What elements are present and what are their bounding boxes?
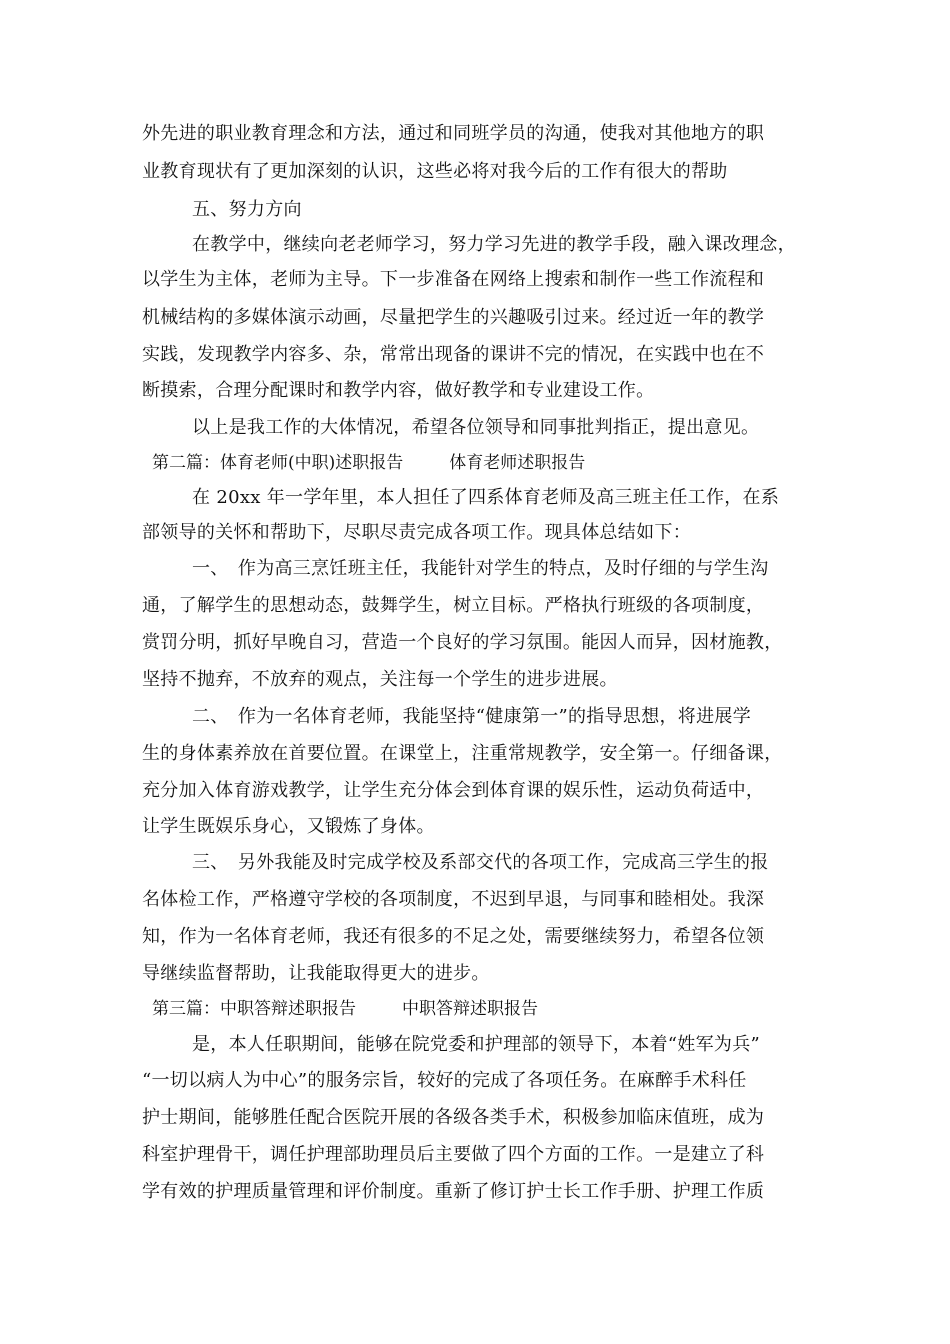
section-title-2-right: 体育老师述职报告 [449, 453, 586, 473]
body-text-line: 在 20xx 年一学年里，本人担任了四系体育老师及高三班主任工作，在系 [192, 487, 780, 508]
body-text-line: “一切以病人为中心”的服务宗旨，较好的完成了各项任务。在麻醉手术科任 [142, 1070, 747, 1091]
body-text-line: 学有效的护理质量管理和评价制度。重新了修订护士长工作手册、护理工作质 [142, 1181, 765, 1202]
body-text-line: 实践，发现教学内容多、杂，常常出现备的课讲不完的情况，在实践中也在不 [142, 344, 765, 365]
body-text-line: 以学生为主体，老师为主导。下一步准备在网络上搜索和制作一些工作流程和 [142, 269, 765, 290]
body-text-line: 二、 作为一名体育老师，我能坚持“健康第一”的指导思想，将进展学 [192, 706, 752, 727]
body-text-line: 名体检工作，严格遵守学校的各项制度，不迟到早退，与同事和睦相处。我深 [142, 889, 765, 910]
body-text-line: 断摸索，合理分配课时和教学内容，做好教学和专业建设工作。 [142, 380, 655, 401]
body-text-line: 外先进的职业教育理念和方法，通过和同班学员的沟通，使我对其他地方的职 [142, 123, 765, 144]
body-text-line: 一、 作为高三烹饪班主任，我能针对学生的特点，及时仔细的与学生沟 [192, 558, 769, 579]
body-text-line: 以上是我工作的大体情况，希望各位领导和同事批判指正，提出意见。 [192, 417, 760, 438]
section-title-2-left: 第二篇：体育老师(中职)述职报告 [152, 453, 404, 473]
body-text-line: 让学生既娱乐身心，又锻炼了身体。 [142, 816, 435, 837]
body-text-line: 知，作为一名体育老师，我还有很多的不足之处，需要继续努力，希望各位领 [142, 926, 765, 947]
body-text-line: 生的身体素养放在首要位置。在课堂上，注重常规教学，安全第一。仔细备课， [142, 743, 783, 764]
body-text-line: 业教育现状有了更加深刻的认识，这些必将对我今后的工作有很大的帮助 [142, 161, 728, 182]
body-text-line: 导继续监督帮助，让我能取得更大的进步。 [142, 963, 490, 984]
body-text-line: 部领导的关怀和帮助下，尽职尽责完成各项工作。现具体总结如下： [142, 522, 691, 543]
body-text-line: 在教学中，继续向老老师学习，努力学习先进的教学手段，融入课改理念， [192, 234, 796, 255]
section-title-3-left: 第三篇：中职答辩述职报告 [152, 999, 356, 1019]
section-title-3-right: 中职答辩述职报告 [402, 999, 538, 1019]
body-text-line: 坚持不抛弃，不放弃的观点，关注每一个学生的进步进展。 [142, 669, 618, 690]
body-text-line: 是，本人任职期间，能够在院党委和护理部的领导下，本着“姓军为兵” [192, 1034, 761, 1055]
body-text-line: 科室护理骨干，调任护理部助理员后主要做了四个方面的工作。一是建立了科 [142, 1144, 765, 1165]
body-text-line: 护士期间，能够胜任配合医院开展的各级各类手术，积极参加临床值班，成为 [142, 1107, 765, 1128]
section-title-2 [152, 451, 585, 475]
body-text-line: 通，了解学生的思想动态，鼓舞学生，树立目标。严格执行班级的各项制度， [142, 595, 765, 616]
body-text-line: 充分加入体育游戏教学，让学生充分体会到体育课的娱乐性，运动负荷适中， [142, 780, 765, 801]
section-heading: 五、努力方向 [192, 199, 302, 220]
section-title-3 [152, 997, 538, 1021]
body-text-line: 三、 另外我能及时完成学校及系部交代的各项工作，完成高三学生的报 [192, 852, 769, 873]
body-text-line: 赏罚分明，抓好早晚自习，营造一个良好的学习氛围。能因人而异，因材施教， [142, 632, 783, 653]
body-text-line: 机械结构的多媒体演示动画，尽量把学生的兴趣吸引过来。经过近一年的教学 [142, 307, 765, 328]
